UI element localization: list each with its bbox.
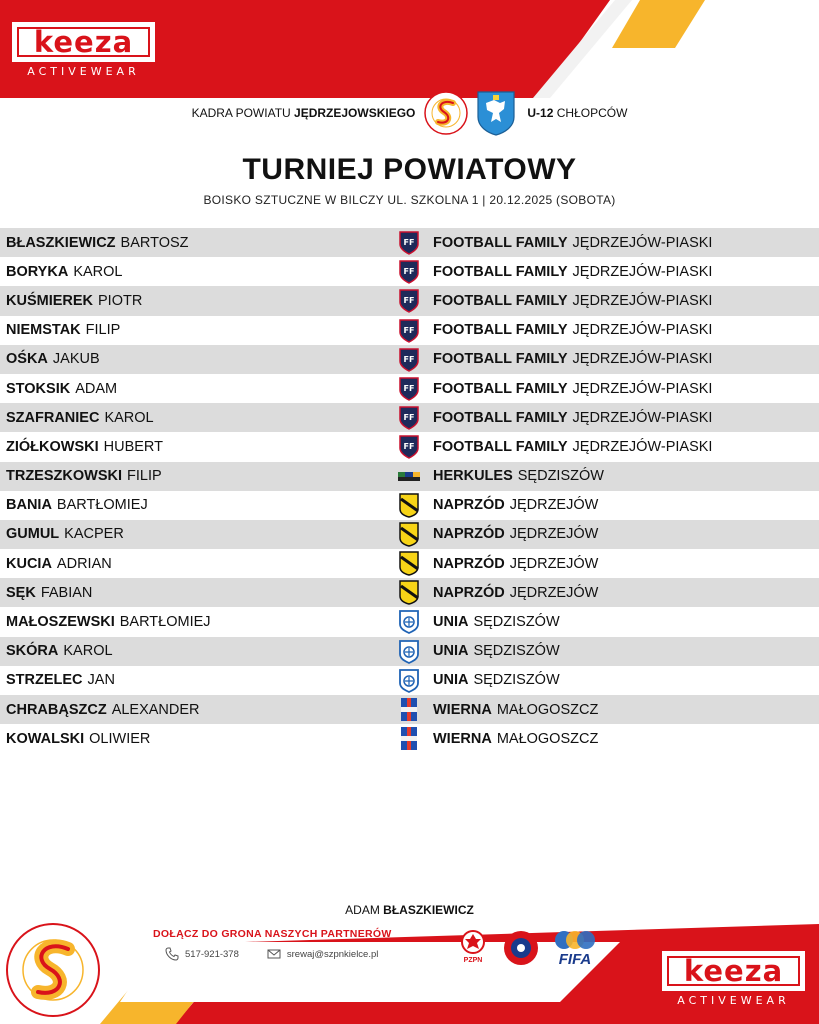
- category-label: U-12 CHŁOPCÓW: [527, 106, 628, 120]
- player-name: [6, 666, 115, 695]
- brand-wordmark: keeza: [12, 22, 155, 62]
- player-first-name: BARTŁOMIEJ: [119, 614, 211, 631]
- brand-logo-top: [12, 22, 155, 78]
- player-surname: KOWALSKI: [6, 730, 85, 747]
- naprzod-crest-icon: [398, 493, 420, 518]
- club-name-rest: JĘDRZEJÓW: [509, 497, 599, 514]
- coach-name: ADAM BŁASZKIEWICZ: [345, 903, 474, 917]
- club-name-bold: FOOTBALL FAMILY: [433, 409, 568, 426]
- club-name: [433, 666, 560, 695]
- table-row: [0, 286, 819, 315]
- club-name-rest: JĘDRZEJÓW-PIASKI: [572, 263, 713, 280]
- club-name-rest: SĘDZISZÓW: [473, 643, 560, 660]
- pzpn-eagle-icon: [460, 929, 486, 957]
- player-name: [6, 432, 163, 461]
- player-name: [6, 462, 162, 491]
- club-name-bold: UNIA: [433, 614, 469, 631]
- club-name: [433, 462, 604, 491]
- table-row: [0, 666, 819, 695]
- brand-tagline-bottom: ACTIVEWEAR: [677, 994, 790, 1007]
- club-name: [433, 257, 712, 286]
- svg-text:FF: FF: [403, 354, 415, 364]
- club-name: [433, 403, 712, 432]
- player-first-name: BARTŁOMIEJ: [56, 497, 148, 514]
- club-name-rest: JĘDRZEJÓW-PIASKI: [572, 322, 713, 339]
- club-name-rest: JĘDRZEJÓW-PIASKI: [572, 409, 713, 426]
- uefa-logo-icon: [502, 929, 540, 967]
- player-name: [6, 491, 148, 520]
- club-name-rest: MAŁOGOSZCZ: [496, 701, 599, 718]
- football-family-crest-icon: [398, 405, 420, 430]
- player-surname: MAŁOSZEWSKI: [6, 614, 115, 631]
- brand-wordmark-bottom: keeza: [662, 951, 805, 991]
- player-name: [6, 228, 189, 257]
- contact-phone[interactable]: 517-921-378: [185, 948, 239, 960]
- club-name-rest: JĘDRZEJÓW-PIASKI: [572, 351, 713, 368]
- player-first-name: FILIP: [127, 468, 162, 485]
- player-name: [6, 578, 92, 607]
- club-name-bold: UNIA: [433, 643, 469, 660]
- club-name: [433, 432, 712, 461]
- club-name-rest: MAŁOGOSZCZ: [496, 730, 599, 747]
- player-name: [6, 724, 150, 753]
- table-row: [0, 607, 819, 636]
- table-row: [0, 549, 819, 578]
- table-row: [0, 403, 819, 432]
- club-name-bold: NAPRZÓD: [433, 526, 505, 543]
- club-name-bold: FOOTBALL FAMILY: [433, 351, 568, 368]
- club-name-rest: SĘDZISZÓW: [517, 468, 604, 485]
- player-name: [6, 637, 113, 666]
- player-surname: KUCIA: [6, 555, 52, 572]
- event-location-date: BOISKO SZTUCZNE W BILCZY UL. SZKOLNA 1 | 20.12.2025 (SOBOTA): [203, 193, 616, 207]
- club-name: [433, 491, 598, 520]
- club-name-rest: JĘDRZEJÓW: [509, 555, 599, 572]
- wierna-crest-icon: [398, 697, 420, 722]
- svg-text:FF: FF: [403, 296, 415, 306]
- partners-invitation: DOŁĄCZ DO GRONA NASZYCH PARTNERÓW: [153, 928, 392, 940]
- player-surname: SZAFRANIEC: [6, 409, 100, 426]
- club-name: [433, 316, 712, 345]
- player-first-name: BARTOSZ: [120, 234, 189, 251]
- page-title: TURNIEJ POWIATOWY: [242, 153, 577, 186]
- club-name-rest: JĘDRZEJÓW-PIASKI: [572, 438, 713, 455]
- table-row: [0, 345, 819, 374]
- ssp-association-icon: [424, 89, 468, 137]
- football-family-crest-icon: [398, 318, 420, 343]
- player-surname: ZIÓŁKOWSKI: [6, 438, 99, 455]
- player-first-name: KAROL: [104, 409, 154, 426]
- player-name: [6, 374, 117, 403]
- unia-crest-icon: [398, 668, 420, 693]
- svg-text:FF: FF: [403, 325, 415, 335]
- club-name-bold: HERKULES: [433, 468, 513, 485]
- player-surname: STRZELEC: [6, 672, 83, 689]
- brand-tagline: ACTIVEWEAR: [27, 65, 140, 78]
- svg-text:FF: FF: [403, 442, 415, 452]
- player-name: [6, 286, 142, 315]
- club-name-bold: FOOTBALL FAMILY: [433, 438, 568, 455]
- football-family-crest-icon: [398, 347, 420, 372]
- table-row: [0, 432, 819, 461]
- fifa-globes-icon: [554, 929, 596, 951]
- player-surname: BŁASZKIEWICZ: [6, 234, 116, 251]
- fifa-logo: FIFA: [554, 929, 596, 968]
- club-name-bold: NAPRZÓD: [433, 555, 505, 572]
- svg-text:FF: FF: [403, 383, 415, 393]
- player-name: [6, 607, 211, 636]
- player-first-name: OLIWIER: [89, 730, 151, 747]
- player-name: [6, 345, 100, 374]
- football-family-crest-icon: [398, 434, 420, 459]
- club-name-bold: NAPRZÓD: [433, 584, 505, 601]
- phone-icon: [165, 947, 179, 961]
- contact-email[interactable]: srewaj@szpnkielce.pl: [286, 948, 379, 960]
- table-row: [0, 374, 819, 403]
- player-first-name: FABIAN: [40, 584, 93, 601]
- club-name-bold: UNIA: [433, 672, 469, 689]
- player-surname: NIEMSTAK: [6, 322, 81, 339]
- table-row: [0, 316, 819, 345]
- player-first-name: FILIP: [85, 322, 121, 339]
- table-row: [0, 520, 819, 549]
- player-surname: OŚKA: [6, 351, 48, 368]
- brand-logo-bottom: [662, 951, 805, 1007]
- club-name-bold: FOOTBALL FAMILY: [433, 234, 568, 251]
- club-name: [433, 286, 712, 315]
- table-row: [0, 637, 819, 666]
- header-line: [0, 88, 819, 138]
- player-name: [6, 520, 124, 549]
- player-first-name: JAN: [87, 672, 115, 689]
- ssp-footer-logo-icon: [4, 919, 102, 1021]
- club-name: [433, 374, 712, 403]
- naprzod-crest-icon: [398, 580, 420, 605]
- player-surname: STOKSIK: [6, 380, 71, 397]
- club-name-rest: JĘDRZEJÓW-PIASKI: [572, 234, 713, 251]
- club-name: [433, 695, 598, 724]
- player-surname: GUMUL: [6, 526, 60, 543]
- player-surname: TRZESZKOWSKI: [6, 468, 122, 485]
- club-name-bold: FOOTBALL FAMILY: [433, 380, 568, 397]
- club-name-rest: JĘDRZEJÓW-PIASKI: [572, 380, 713, 397]
- table-row: [0, 578, 819, 607]
- svg-text:FF: FF: [403, 238, 415, 247]
- player-surname: SKÓRA: [6, 643, 59, 660]
- club-name-bold: NAPRZÓD: [433, 497, 505, 514]
- herkules-crest-icon: [398, 464, 420, 489]
- club-name: [433, 637, 560, 666]
- player-name: [6, 316, 120, 345]
- player-first-name: ADRIAN: [56, 555, 112, 572]
- squad-label: KADRA POWIATU JĘDRZEJOWSKIEGO: [191, 106, 416, 120]
- player-surname: BANIA: [6, 497, 52, 514]
- contact-info: [165, 947, 378, 961]
- player-first-name: KAROL: [73, 263, 123, 280]
- player-first-name: ADAM: [75, 380, 118, 397]
- unia-crest-icon: [398, 639, 420, 664]
- player-surname: CHRABĄSZCZ: [6, 701, 107, 718]
- player-name: [6, 549, 112, 578]
- table-row: [0, 695, 819, 724]
- player-first-name: PIOTR: [98, 292, 143, 309]
- player-name: [6, 403, 154, 432]
- table-row: [0, 724, 819, 753]
- naprzod-crest-icon: [398, 551, 420, 576]
- player-name: [6, 257, 122, 286]
- player-first-name: HUBERT: [103, 438, 163, 455]
- table-row: [0, 257, 819, 286]
- club-name-rest: JĘDRZEJÓW-PIASKI: [572, 292, 713, 309]
- naprzod-crest-icon: [398, 522, 420, 547]
- club-name-bold: FOOTBALL FAMILY: [433, 292, 568, 309]
- pzpn-logo: PZPN: [460, 929, 486, 964]
- player-surname: KUŚMIEREK: [6, 292, 94, 309]
- svg-text:FF: FF: [403, 267, 415, 277]
- football-family-crest-icon: [398, 376, 420, 401]
- table-row: [0, 228, 819, 257]
- club-name-bold: FOOTBALL FAMILY: [433, 322, 568, 339]
- wierna-crest-icon: [398, 726, 420, 751]
- player-first-name: JAKUB: [52, 351, 100, 368]
- club-name-rest: SĘDZISZÓW: [473, 614, 560, 631]
- svg-text:FF: FF: [403, 413, 415, 423]
- player-surname: BORYKA: [6, 263, 69, 280]
- club-name-rest: SĘDZISZÓW: [473, 672, 560, 689]
- player-first-name: KAROL: [63, 643, 113, 660]
- player-first-name: KACPER: [64, 526, 124, 543]
- unia-crest-icon: [398, 609, 420, 634]
- player-name: [6, 695, 200, 724]
- club-name: [433, 607, 560, 636]
- player-surname: SĘK: [6, 584, 36, 601]
- football-family-crest-icon: [398, 288, 420, 313]
- football-family-crest-icon: [398, 230, 420, 255]
- football-family-crest-icon: [398, 259, 420, 284]
- roster-table: [0, 228, 819, 753]
- email-icon: [267, 947, 281, 961]
- player-first-name: ALEXANDER: [111, 701, 200, 718]
- club-name: [433, 549, 598, 578]
- club-name: [433, 228, 712, 257]
- club-name-rest: JĘDRZEJÓW: [509, 584, 599, 601]
- table-row: [0, 491, 819, 520]
- club-name: [433, 345, 712, 374]
- club-name-rest: JĘDRZEJÓW: [509, 526, 599, 543]
- club-name: [433, 520, 598, 549]
- club-name: [433, 578, 598, 607]
- club-name-bold: WIERNA: [433, 730, 492, 747]
- club-name-bold: FOOTBALL FAMILY: [433, 263, 568, 280]
- table-row: [0, 462, 819, 491]
- county-coat-of-arms-icon: [474, 89, 518, 137]
- club-name-bold: WIERNA: [433, 701, 492, 718]
- club-name: [433, 724, 598, 753]
